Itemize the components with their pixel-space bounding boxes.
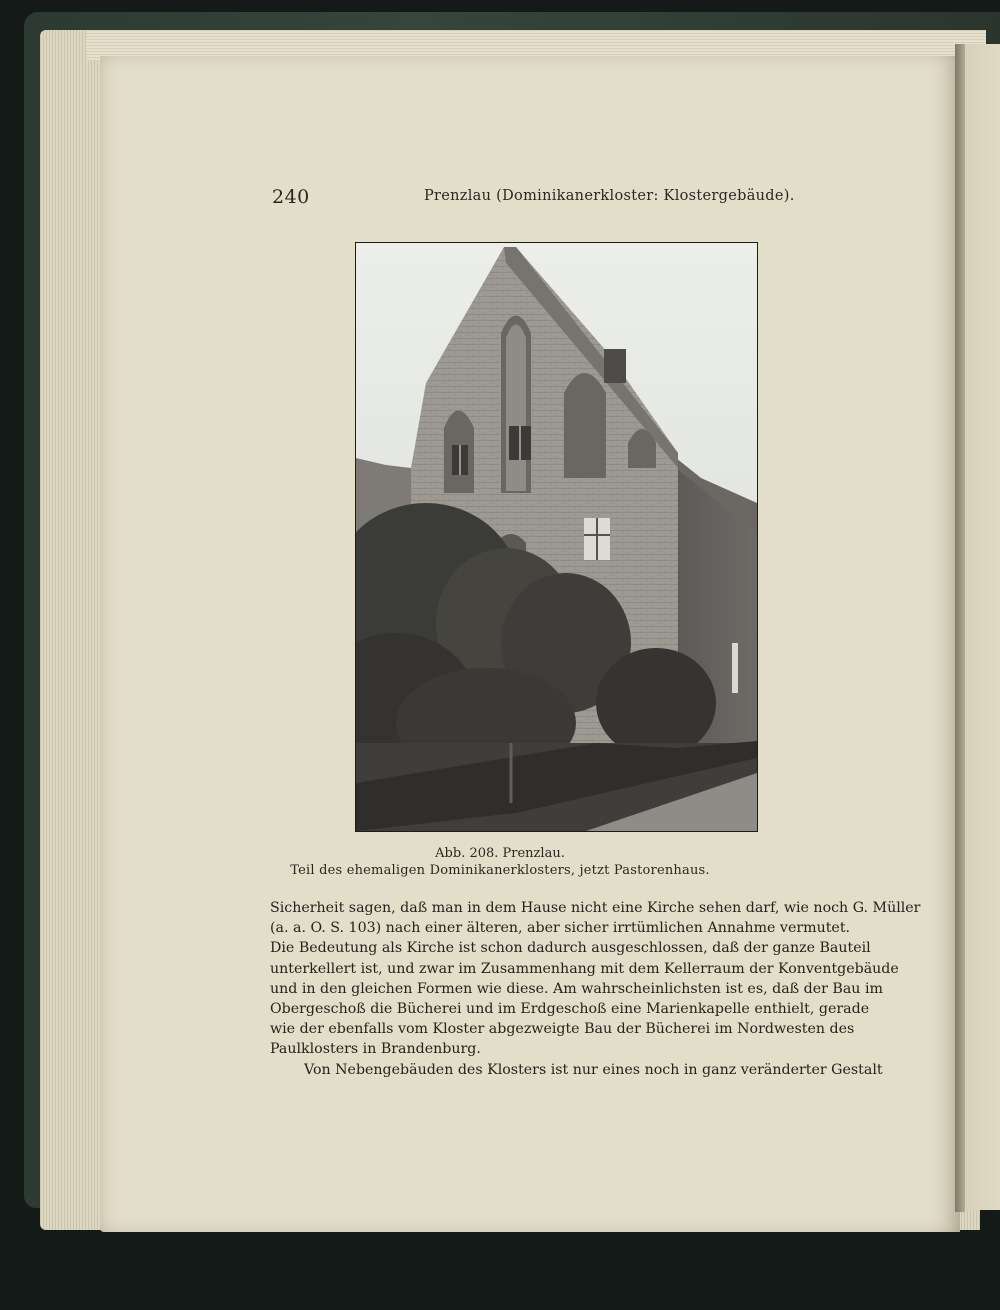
body-text	[270, 898, 921, 1080]
running-head	[0, 186, 1000, 210]
running-title: Prenzlau (Dominikanerkloster: Klostergebäude).	[424, 188, 795, 204]
body-line: und in den gleichen Formen wie diese. Am wahrscheinlichsten ist es, daß der Bau im	[270, 980, 883, 997]
page-number: 240	[272, 186, 310, 208]
photograph-monastery-gable	[355, 242, 758, 832]
body-line: Sicherheit sagen, daß man in dem Hause nicht eine Kirche sehen darf, wie noch G. Müller	[270, 900, 921, 916]
body-line: Die Bedeutung als Kirche ist schon dadurch ausgeschlossen, daß der ganze Bauteil	[270, 940, 871, 957]
body-line: Paulklosters in Brandenburg.	[270, 1041, 481, 1058]
body-line: (a. a. O. S. 103) nach einer älteren, aber sicher irrtümlichen Annahme vermutet.	[270, 920, 851, 937]
body-line: Von Nebengebäuden des Klosters ist nur eines noch in ganz veränderter Gestalt	[304, 1061, 883, 1078]
body-line: wie der ebenfalls vom Kloster abgezweigte Bau der Bücherei im Nordwesten des	[270, 1021, 855, 1038]
book-gutter	[955, 44, 965, 1212]
figure-caption-description: Teil des ehemaligen Dominikanerklosters, jetzt Pastorenhaus.	[290, 863, 710, 878]
body-line: Obergeschoß die Bücherei und im Erdgeschoß eine Marienkapelle enthielt, gerade	[270, 1000, 870, 1017]
figure-caption-number: Abb. 208. Prenzlau.	[435, 846, 565, 861]
body-line: unterkellert ist, und zwar im Zusammenhang mit dem Kellerraum der Konventgebäude	[270, 960, 899, 977]
